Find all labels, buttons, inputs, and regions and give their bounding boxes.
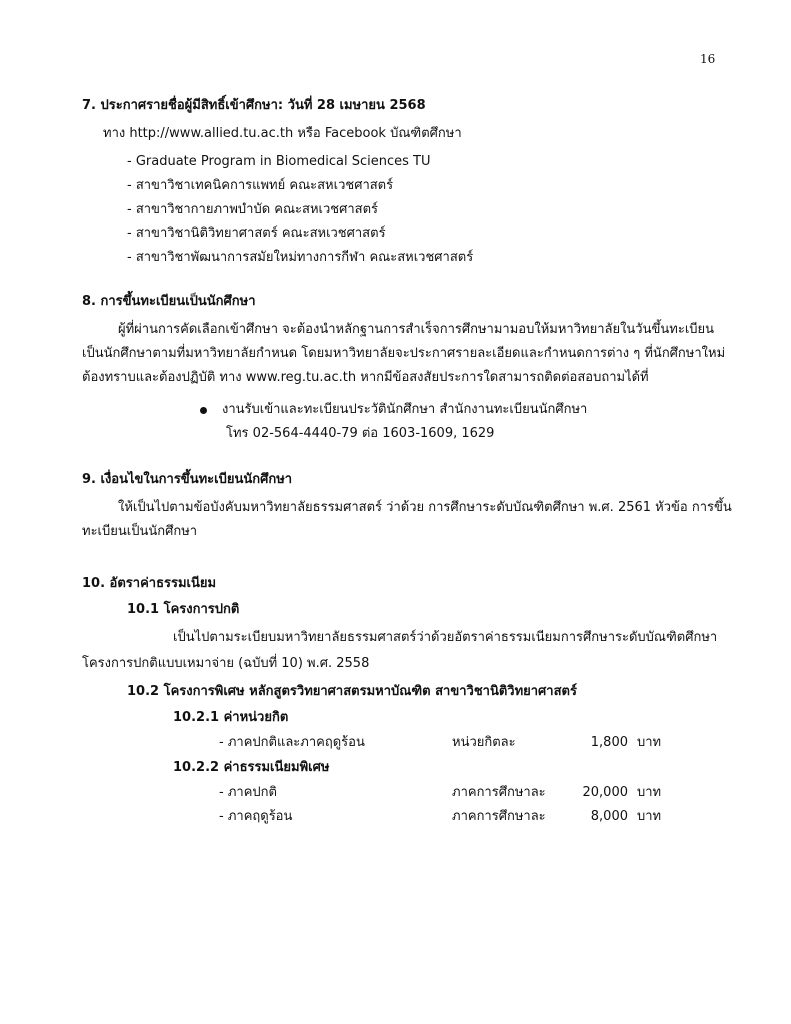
fee-label: - ภาคปกติและภาคฤดูร้อน (219, 735, 365, 750)
program-item: - สาขาวิชานิติวิทยาศาสตร์ คณะสหเวชศาสตร์ (127, 226, 386, 241)
fee-amount: 8,000 (590, 809, 628, 824)
section-10-heading: 10. อัตราค่าธรรมเนียม (82, 576, 217, 591)
section-8-heading: 8. การขึ้นทะเบียนเป็นนักศึกษา (82, 294, 256, 309)
section-9-paragraph-line: ให้เป็นไปตามข้อบังคับมหาวิทยาลัยธรรมศาสตร์ ว่าด้วย การศึกษาระดับบัณฑิตศึกษา พ.ศ. 2561 หัวข้อ การขึ้น (118, 500, 732, 515)
section-8-paragraph-line: ผู้ที่ผ่านการคัดเลือกเข้าศึกษา จะต้องนำหลักฐานการสำเร็จการศึกษามามอบให้มหาวิทยาลัยในวันขึ้นทะเบียน (118, 322, 715, 337)
section-9-heading: 9. เงื่อนไขในการขึ้นทะเบียนนักศึกษา (82, 472, 293, 487)
section-9-paragraph-line: ทะเบียนเป็นนักศึกษา (82, 524, 198, 539)
section-10-1-heading: 10.1 โครงการปกติ (127, 602, 240, 617)
contact-phone: โทร 02-564-4440-79 ต่อ 1603-1609, 1629 (226, 426, 495, 441)
page-number: 16 (700, 52, 716, 66)
fee-row (0, 785, 791, 803)
program-item: - Graduate Program in Biomedical Sciences TU (127, 154, 431, 169)
fee-currency: บาท (637, 809, 662, 824)
fee-currency: บาท (637, 735, 662, 750)
contact-office: งานรับเข้าและทะเบียนประวัตินักศึกษา สำนักงานทะเบียนนักศึกษา (222, 402, 588, 417)
fee-unit: หน่วยกิตละ (452, 735, 516, 750)
fee-currency: บาท (637, 785, 662, 800)
section-8-paragraph-line: ต้องทราบและต้องปฏิบัติ ทาง www.reg.tu.ac.th หากมีข้อสงสัยประการใดสามารถติดต่อสอบถามได้ที่ (82, 370, 649, 385)
fee-unit: ภาคการศึกษาละ (452, 809, 546, 824)
section-8-paragraph-line: เป็นนักศึกษาตามที่มหาวิทยาลัยกำหนด โดยมหาวิทยาลัยจะประกาศรายละเอียดและกำหนดการต่าง ๆ ที่นักศึกษาใหม่ (82, 346, 726, 361)
fee-label: - ภาคปกติ (219, 785, 277, 800)
fee-label: - ภาคฤดูร้อน (219, 809, 293, 824)
bullet-icon (200, 407, 207, 414)
section-10-1-line: โครงการปกติแบบเหมาจ่าย (ฉบับที่ 10) พ.ศ. 2558 (82, 656, 370, 671)
fee-row (0, 735, 791, 753)
section-10-1-line: เป็นไปตามระเบียบมหาวิทยาลัยธรรมศาสตร์ว่าด้วยอัตราค่าธรรมเนียมการศึกษาระดับบัณฑิตศึกษา (173, 630, 718, 645)
program-item: - สาขาวิชากายภาพบำบัด คณะสหเวชศาสตร์ (127, 202, 378, 217)
fee-row (0, 809, 791, 827)
credit-fee-heading: 10.2.1 ค่าหน่วยกิต (173, 710, 289, 725)
program-item: - สาขาวิชาพัฒนาการสมัยใหม่ทางการกีฬา คณะสหเวชศาสตร์ (127, 250, 474, 265)
fee-unit: ภาคการศึกษาละ (452, 785, 546, 800)
fee-amount: 1,800 (590, 735, 628, 750)
program-item: - สาขาวิชาเทคนิคการแพทย์ คณะสหเวชศาสตร์ (127, 178, 394, 193)
section-10-2-heading: 10.2 โครงการพิเศษ หลักสูตรวิทยาศาสตรมหาบัณฑิต สาขาวิชานิติวิทยาศาสตร์ (127, 684, 577, 699)
section-7-heading: 7. ประกาศรายชื่อผู้มีสิทธิ์เข้าศึกษา: วันที่ 28 เมษายน 2568 (82, 98, 426, 113)
special-fee-heading: 10.2.2 ค่าธรรมเนียมพิเศษ (173, 760, 330, 775)
fee-amount: 20,000 (582, 785, 628, 800)
section-7-channels: ทาง http://www.allied.tu.ac.th หรือ Facebook บัณฑิตศึกษา (103, 126, 462, 141)
